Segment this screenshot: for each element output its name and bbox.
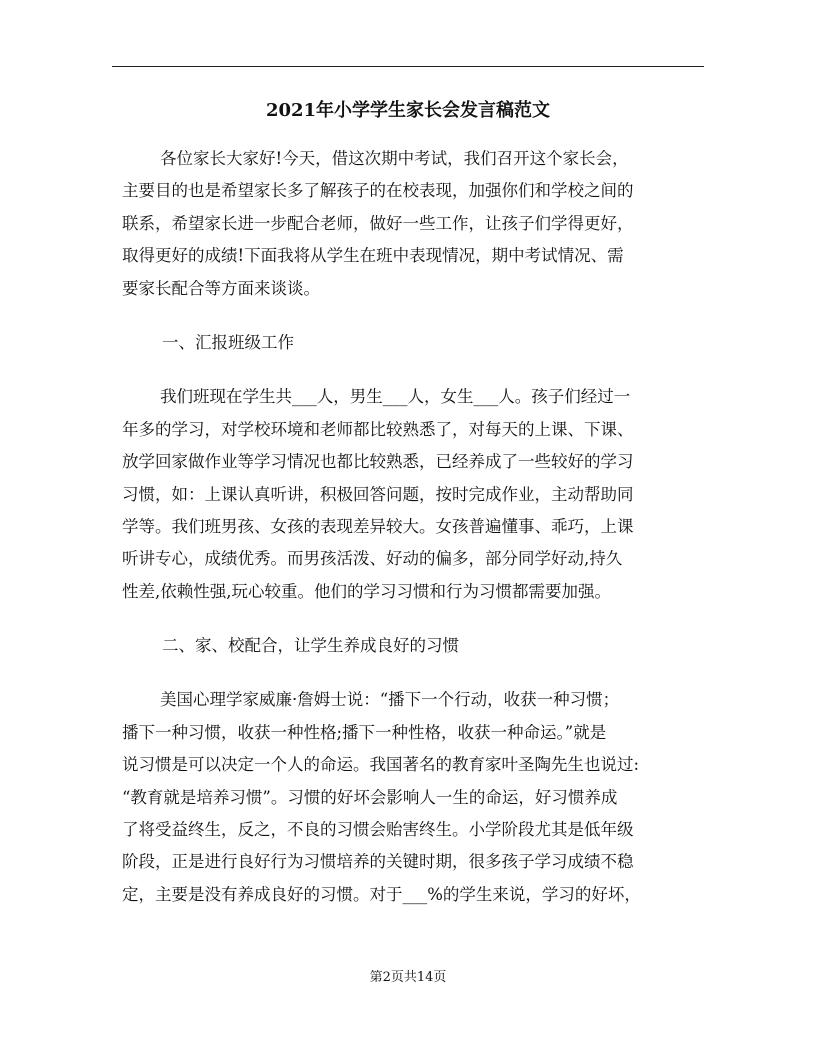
document-body bbox=[122, 143, 714, 911]
paragraph-line: 学等。我们班男孩、女孩的表现差异较大。女孩普遍懂事、乖巧，上课 bbox=[122, 516, 634, 536]
paragraph-line: 性差,依赖性强,玩心较重。他们的学习习惯和行为习惯都需要加强。 bbox=[122, 581, 611, 601]
paragraph-line: 了将受益终生，反之，不良的习惯会贻害终生。小学阶段尤其是低年级 bbox=[122, 820, 634, 840]
header-rule bbox=[112, 66, 704, 67]
document-title: 2021年小学学生家长会发言稿范文 bbox=[265, 100, 551, 121]
section-heading: 二、家、校配合，让学生养成良好的习惯 bbox=[162, 636, 459, 656]
paragraph-line: 主要目的也是希望家长多了解孩子的在校表现，加强你们和学校之间的 bbox=[122, 181, 634, 201]
paragraph-line: 播下一种习惯，收获一种性格;播下一种性格，收获一种命运。”就是 bbox=[122, 722, 607, 742]
section-heading: 一、汇报班级工作 bbox=[162, 332, 294, 352]
paragraph-line: 联系，希望家长进一步配合老师，做好一些工作，让孩子们学得更好， bbox=[122, 213, 634, 233]
paragraph-line: 阶段，正是进行良好行为习惯培养的关键时期，很多孩子学习成绩不稳 bbox=[122, 852, 634, 872]
paragraph-line: 习惯，如：上课认真听讲，积极回答问题，按时完成作业，主动帮助同 bbox=[122, 484, 634, 504]
paragraph-line: 说习惯是可以决定一个人的命运。我国著名的教育家叶圣陶先生也说过: bbox=[122, 755, 640, 775]
paragraph-line: 年多的学习，对学校环境和老师都比较熟悉了，对每天的上课、下课、 bbox=[122, 419, 634, 439]
paragraph-line: 取得更好的成绩!下面我将从学生在班中表现情况，期中考试情况、需 bbox=[122, 246, 624, 266]
paragraph-line: 我们班现在学生共___人，男生___人，女生___人。孩子们经过一 bbox=[160, 387, 631, 407]
paragraph-line: 各位家长大家好!今天，借这次期中考试，我们召开这个家长会， bbox=[160, 149, 629, 168]
paragraph-line: 定，主要是没有养成良好的习惯。对于___%的学生来说，学习的好坏， bbox=[122, 884, 641, 904]
paragraph-line: 听讲专心，成绩优秀。而男孩活泼、好动的偏多，部分同学好动,持久 bbox=[122, 549, 623, 569]
paragraph-line: “教育就是培养习惯”。习惯的好坏会影响人一生的命运，好习惯养成 bbox=[122, 787, 618, 807]
paragraph-line: 放学回家做作业等学习情况也都比较熟悉，已经养成了一些较好的学习 bbox=[122, 452, 634, 472]
page-number: 第2页共14页 bbox=[369, 970, 447, 985]
paragraph-line: 要家长配合等方面来谈谈。 bbox=[122, 278, 320, 298]
paragraph-line: 美国心理学家威廉·詹姆士说：“播下一个行动，收获一种习惯； bbox=[160, 690, 620, 710]
